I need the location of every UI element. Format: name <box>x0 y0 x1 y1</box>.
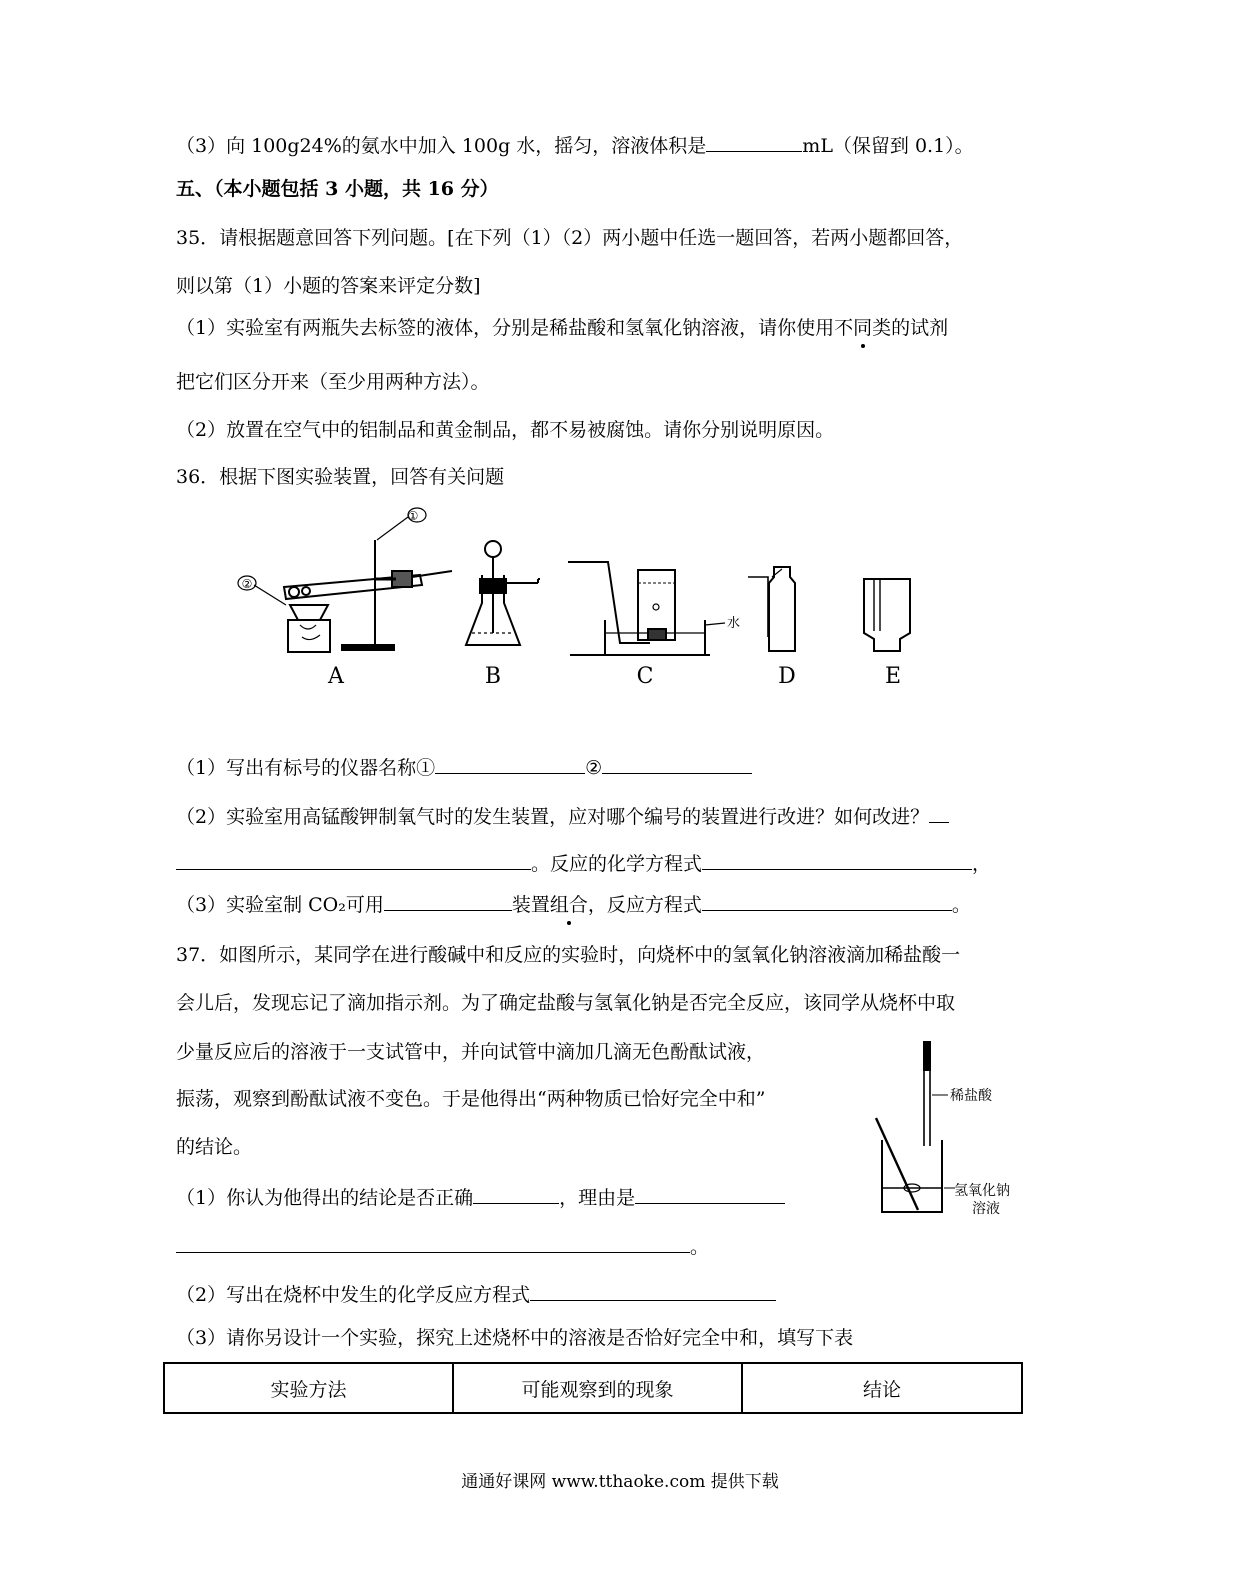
apparatus-d <box>748 567 795 651</box>
neutralization-figure <box>860 1040 1060 1225</box>
answer-blank[interactable] <box>929 802 949 823</box>
page-footer: 通通好课网 www.tthaoke.com 提供下载 <box>461 1472 779 1492</box>
q37-line1: 37．如图所示，某同学在进行酸碱中和反应的实验时，向烧杯中的氢氧化钠溶液滴加稀盐酸一 <box>176 944 961 966</box>
experiment-table <box>163 1362 1023 1414</box>
mark-1-label: ① <box>407 509 419 523</box>
q37-line2: 会儿后，发现忘记了滴加指示剂。为了确定盐酸与氢氧化钠是否完全反应，该同学从烧杯中取 <box>176 992 956 1014</box>
q35-part1 <box>176 316 948 340</box>
q36-title: 36．根据下图实验装置，回答有关问题 <box>176 466 505 488</box>
q36-p3-text-c: ，反应方程式 <box>587 894 702 916</box>
emphasis-dotted: 组合 <box>549 894 588 916</box>
answer-blank[interactable] <box>176 849 531 870</box>
q36-p3-text-b: 装置 <box>511 894 550 916</box>
q36-p2-text: （2）实验室用高锰酸钾制氧气时的发生装置，应对哪个编号的装置进行改进？如何改进？ <box>176 806 930 828</box>
label-d: D <box>778 664 796 689</box>
answer-blank-equation[interactable] <box>702 849 972 870</box>
q36-p2-comma: ， <box>972 853 992 875</box>
section-header: 五、（本小题包括 3 小题，共 16 分） <box>176 178 499 200</box>
apparatus-e <box>864 579 910 651</box>
q35-line1: 35．请根据题意回答下列问题。[在下列（1）（2）两小题中任选一题回答，若两小题都回答， <box>176 227 964 249</box>
q35-p1-text: （1）实验室有两瓶失去标签的液体，分别是稀盐酸和氢氧化钠溶液，请你使用 <box>176 317 835 339</box>
q35-p1-text-b: 的试剂 <box>891 317 949 339</box>
table-header-row <box>164 1363 1022 1413</box>
answer-blank-reason[interactable] <box>635 1183 785 1204</box>
answer-blank[interactable] <box>176 1232 690 1253</box>
q37-line4: 振荡，观察到酚酞试液不变色。于是他得出“两种物质已恰好完全中和” <box>176 1088 766 1110</box>
q36-p2-text-b: 。反应的化学方程式 <box>531 853 703 875</box>
mark-2-label: ② <box>241 577 253 591</box>
acid-label: 稀盐酸 <box>950 1088 992 1104</box>
lab-apparatus-figure <box>220 505 940 695</box>
water-label: 水 <box>727 616 741 631</box>
answer-blank-equation[interactable] <box>530 1280 776 1301</box>
answer-blank[interactable] <box>384 890 512 911</box>
label-b: B <box>484 664 502 689</box>
base-label-1: 氢氧化钠 <box>954 1183 1010 1199</box>
apparatus-b <box>466 541 540 645</box>
q37-part3: （3）请你另设计一个实验，探究上述烧杯中的溶液是否恰好完全中和，填写下表 <box>176 1327 854 1349</box>
q36-part1 <box>176 753 752 780</box>
q37-part2 <box>176 1280 776 1307</box>
answer-blank[interactable] <box>473 1183 559 1204</box>
q36-p1-text: （1）写出有标号的仪器名称① <box>176 757 436 779</box>
label-a: A <box>328 664 344 689</box>
label-e: E <box>884 664 902 689</box>
emphasis-dotted: 不同类 <box>834 317 892 339</box>
q37-part1-line2 <box>176 1232 709 1259</box>
header-phenomenon: 可能观察到的现象 <box>453 1363 742 1413</box>
header-method: 实验方法 <box>164 1363 453 1413</box>
label-c: C <box>636 664 654 689</box>
q37-line3: 少量反应后的溶液于一支试管中，并向试管中滴加几滴无色酚酞试液， <box>176 1041 766 1063</box>
q36-part3 <box>176 890 971 917</box>
q35-part1-line2: 把它们区分开来（至少用两种方法）。 <box>176 371 490 393</box>
q37-p1-end: 。 <box>690 1236 710 1258</box>
q37-part1 <box>176 1183 785 1210</box>
q36-part2 <box>176 802 949 829</box>
header-conclusion: 结论 <box>742 1363 1022 1413</box>
answer-blank-equation[interactable] <box>702 890 952 911</box>
q36-p3-text: （3）实验室制 CO₂可用 <box>176 894 384 916</box>
q37-p2-text: （2）写出在烧杯中发生的化学反应方程式 <box>176 1284 531 1306</box>
q37-p1-text: （1）你认为他得出的结论是否正确 <box>176 1187 474 1209</box>
q34-part3 <box>176 131 974 158</box>
q35-line2: 则以第（1）小题的答案来评定分数] <box>176 275 481 297</box>
q34-text: （3）向 100g24%的氨水中加入 100g 水，摇匀，溶液体积是 <box>176 135 707 157</box>
answer-blank[interactable] <box>706 131 802 152</box>
q36-part2-line2 <box>176 849 991 876</box>
base-label-2: 溶液 <box>972 1201 1000 1217</box>
q37-line5: 的结论。 <box>176 1136 253 1158</box>
q36-p3-end: 。 <box>951 894 971 916</box>
q35-part2: （2）放置在空气中的铝制品和黄金制品，都不易被腐蚀。请你分别说明原因。 <box>176 419 835 441</box>
answer-blank-2[interactable] <box>602 753 752 774</box>
answer-blank-1[interactable] <box>435 753 585 774</box>
q37-p1-text-b: ，理由是 <box>559 1187 636 1209</box>
apparatus-c <box>568 562 725 655</box>
apparatus-a <box>238 508 452 652</box>
q34-text-end: mL（保留到 0.1）。 <box>802 135 974 157</box>
q36-p1-text-b: ② <box>585 757 603 779</box>
